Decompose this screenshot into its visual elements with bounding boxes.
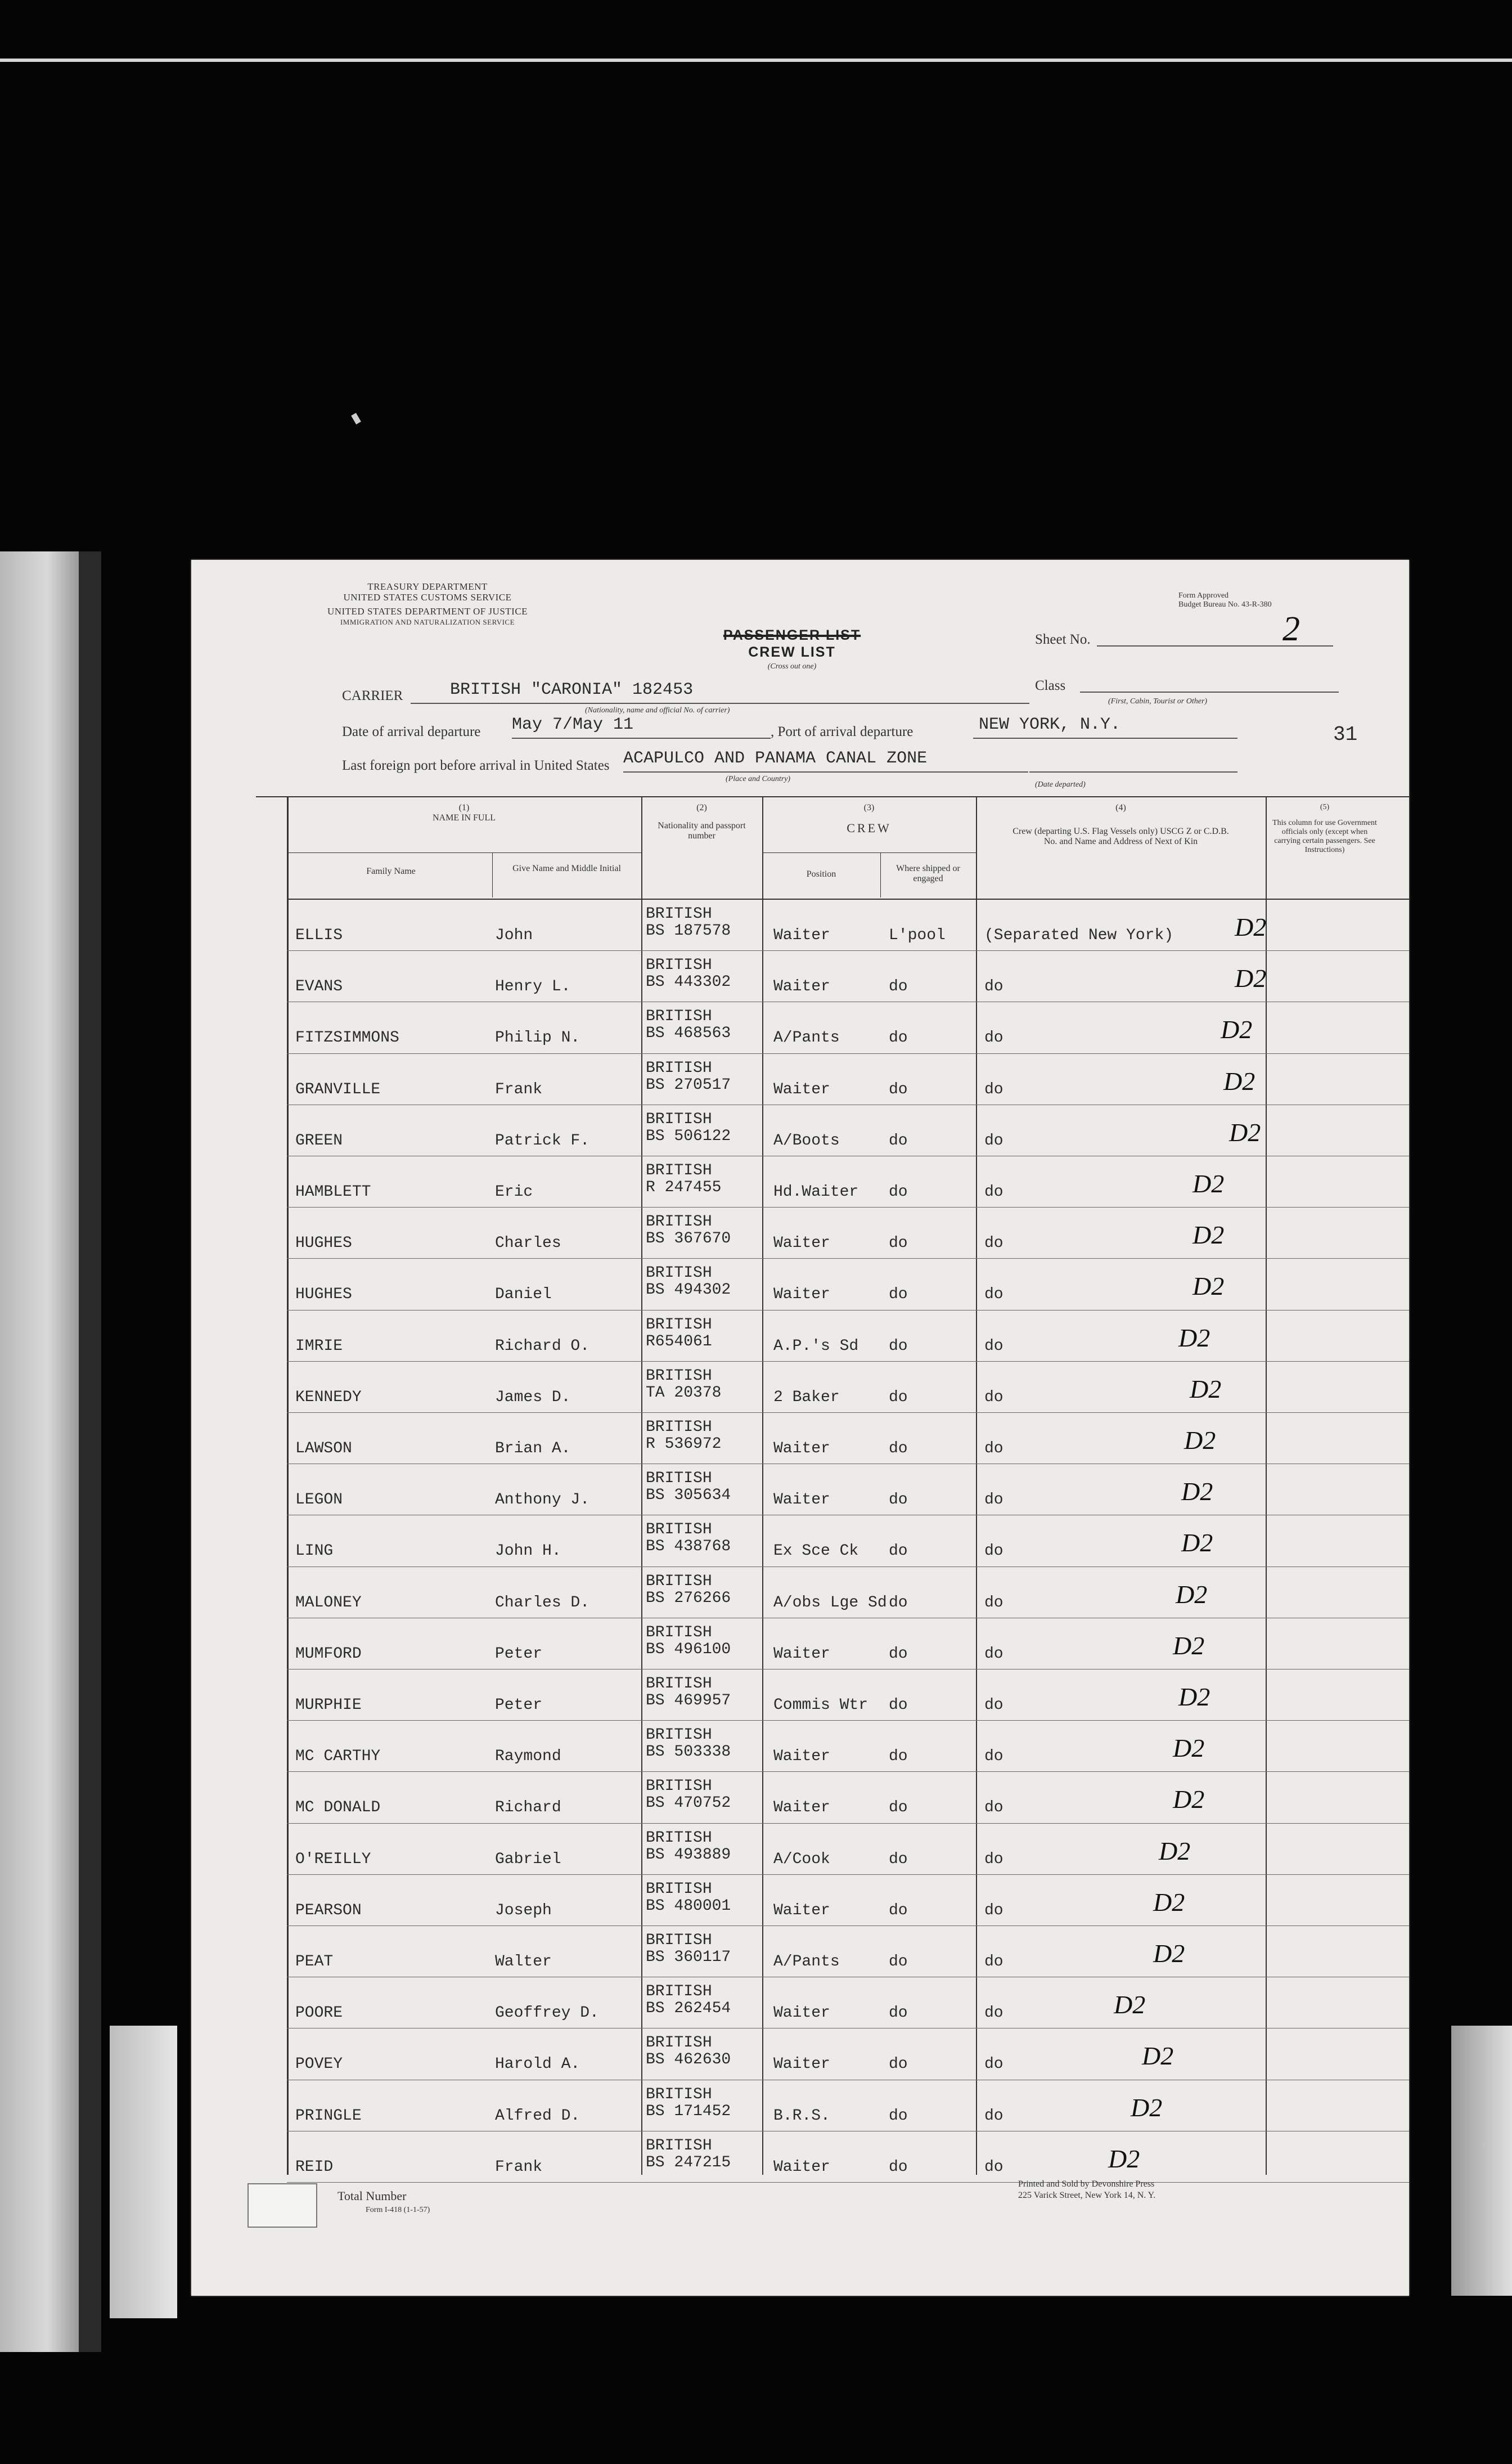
- family-name-cell: LEGON: [295, 1491, 343, 1509]
- given-name-cell: James D.: [495, 1388, 571, 1406]
- position-cell: A/obs Lge Sd: [773, 1594, 887, 1612]
- next-of-kin-cell: do: [984, 1080, 1004, 1098]
- next-of-kin-cell: do: [984, 1388, 1004, 1406]
- nationality-cell: BRITISH: [646, 1162, 712, 1179]
- next-of-kin-cell: do: [984, 1696, 1004, 1714]
- date-label: Date of arrival departure: [342, 724, 481, 739]
- handwritten-mark: D2: [1114, 1990, 1146, 2019]
- passport-cell: BS 493889: [646, 1846, 731, 1864]
- col2-head: [644, 803, 759, 841]
- total-label: Total Number: [338, 2189, 407, 2203]
- passport-cell: BS 506122: [646, 1127, 731, 1145]
- handwritten-mark: D2: [1173, 1785, 1205, 1814]
- given-name-cell: John: [495, 927, 533, 944]
- family-name-cell: LING: [295, 1542, 334, 1560]
- passport-cell: BS 360117: [646, 1949, 731, 1966]
- position-cell: A/Pants: [773, 1029, 840, 1047]
- shipped-cell: do: [889, 2055, 908, 2073]
- position-cell: Waiter: [773, 927, 830, 944]
- given-name-cell: Walter: [495, 1953, 552, 1971]
- nationality-cell: BRITISH: [646, 1623, 712, 1641]
- given-name-cell: Charles D.: [495, 1594, 590, 1612]
- handwritten-mark: D2: [1192, 1220, 1225, 1250]
- next-of-kin-cell: do: [984, 1542, 1004, 1560]
- given-name-cell: Richard O.: [495, 1337, 590, 1355]
- family-name-cell: MURPHIE: [295, 1696, 362, 1714]
- table-row: [191, 1413, 1409, 1464]
- shipped-cell: L'pool: [889, 927, 946, 944]
- given-name-cell: Patrick F.: [495, 1132, 590, 1150]
- position-cell: Commis Wtr: [773, 1696, 868, 1714]
- col-divider: [880, 852, 881, 897]
- col-number: (1): [458, 803, 470, 813]
- next-of-kin-cell: do: [984, 1029, 1004, 1047]
- passport-cell: BS 276266: [646, 1589, 731, 1607]
- col3a-head: Position: [806, 869, 836, 879]
- table-row: [191, 1824, 1409, 1875]
- printer-line: Printed and Sold by Devonshire Press: [1018, 2179, 1155, 2189]
- next-of-kin-cell: do: [984, 1850, 1004, 1868]
- shipped-cell: do: [889, 2158, 908, 2176]
- passport-cell: BS 480001: [646, 1897, 731, 1915]
- passport-cell: R654061: [646, 1332, 712, 1350]
- handwritten-mark: D2: [1173, 1734, 1205, 1763]
- handwritten-mark: D2: [1142, 2041, 1174, 2071]
- shipped-cell: do: [889, 2004, 908, 2022]
- position-cell: Waiter: [773, 2055, 830, 2073]
- next-of-kin-cell: (Separated New York): [984, 927, 1174, 944]
- page-edge-left: [110, 2026, 177, 2318]
- col1b-head: Give Name and Middle Initial: [512, 864, 621, 873]
- col-number: (3): [863, 803, 875, 813]
- next-of-kin-cell: do: [984, 1645, 1004, 1663]
- handwritten-mark: D2: [1153, 1887, 1185, 1917]
- sheet-label: Sheet No.: [1035, 632, 1091, 647]
- given-name-cell: Gabriel: [495, 1850, 561, 1868]
- sheet-number: 2: [1282, 610, 1300, 648]
- given-name-cell: Peter: [495, 1645, 543, 1663]
- given-name-cell: Alfred D.: [495, 2107, 580, 2125]
- date-departed-line: [1029, 770, 1238, 773]
- family-name-cell: EVANS: [295, 978, 343, 996]
- table-row: [191, 1054, 1409, 1105]
- table-row: [191, 1618, 1409, 1669]
- given-name-cell: Eric: [495, 1183, 533, 1201]
- port-line: [973, 737, 1238, 739]
- family-name-cell: POORE: [295, 2004, 343, 2022]
- nationality-cell: BRITISH: [646, 2137, 712, 2155]
- next-of-kin-cell: do: [984, 1235, 1004, 1253]
- col-title: This column for use Government officials only (except when carrying certain passengers. See Instructions): [1272, 819, 1377, 854]
- handwritten-mark: D2: [1221, 1015, 1253, 1044]
- next-of-kin-cell: do: [984, 1748, 1004, 1766]
- page-number: 31: [1333, 723, 1358, 746]
- family-name-cell: REID: [295, 2158, 334, 2176]
- next-of-kin-cell: do: [984, 1799, 1004, 1817]
- family-name-cell: PEARSON: [295, 1901, 362, 1919]
- passport-cell: BS 494302: [646, 1281, 731, 1299]
- position-cell: Waiter: [773, 1440, 830, 1457]
- date-line: [512, 737, 771, 739]
- handwritten-mark: D2: [1223, 1066, 1256, 1096]
- nationality-cell: BRITISH: [646, 1367, 712, 1385]
- shipped-cell: do: [889, 1132, 908, 1150]
- passport-cell: BS 470752: [646, 1794, 731, 1812]
- total-number-box: [248, 2183, 317, 2228]
- col3-head: [765, 803, 973, 833]
- handwritten-mark: D2: [1184, 1426, 1216, 1455]
- handwritten-mark: D2: [1192, 1272, 1225, 1301]
- passport-cell: BS 503338: [646, 1743, 731, 1761]
- position-cell: Ex Sce Ck: [773, 1542, 859, 1560]
- position-cell: A/Pants: [773, 1953, 840, 1971]
- position-cell: Waiter: [773, 1235, 830, 1253]
- next-of-kin-cell: do: [984, 2107, 1004, 2125]
- col4-head: [979, 803, 1263, 847]
- next-of-kin-cell: do: [984, 978, 1004, 996]
- col-title: CREW: [847, 821, 892, 835]
- page-gutter-shadow: [79, 551, 101, 2352]
- table-row: [191, 1772, 1409, 1823]
- col-divider: [492, 852, 493, 897]
- col5-head: [1268, 803, 1381, 855]
- family-name-cell: LAWSON: [295, 1440, 352, 1457]
- table-row: [191, 1567, 1409, 1618]
- shipped-cell: do: [889, 1696, 908, 1714]
- class-label: Class: [1035, 678, 1066, 693]
- col3b-head: Where shipped or engaged: [896, 864, 960, 883]
- table-top-rule: [256, 796, 1409, 797]
- crew-list-form: [191, 560, 1409, 2296]
- col1-head: [290, 803, 638, 823]
- given-name-cell: John H.: [495, 1542, 561, 1560]
- table-row: [191, 1310, 1409, 1362]
- agency-line: TREASURY DEPARTMENT: [367, 581, 488, 592]
- passport-cell: R 247455: [646, 1179, 722, 1196]
- handwritten-mark: D2: [1131, 2093, 1163, 2122]
- nationality-cell: BRITISH: [646, 2085, 712, 2103]
- col1a-head: Family Name: [366, 867, 416, 876]
- passport-cell: BS 462630: [646, 2051, 731, 2069]
- table-row: [191, 900, 1409, 951]
- last-port-value: ACAPULCO AND PANAMA CANAL ZONE: [623, 749, 928, 768]
- passport-cell: TA 20378: [646, 1384, 722, 1402]
- given-name-cell: Raymond: [495, 1748, 561, 1766]
- col-title: Nationality and passport number: [658, 821, 746, 841]
- shipped-cell: do: [889, 1799, 908, 1817]
- nationality-cell: BRITISH: [646, 1572, 712, 1590]
- passport-cell: BS 367670: [646, 1230, 731, 1248]
- crossed-passenger-list: PASSENGER LIST: [723, 627, 861, 643]
- passport-cell: BS 469957: [646, 1692, 731, 1709]
- header-subrule: [287, 852, 641, 853]
- nationality-cell: BRITISH: [646, 1726, 712, 1744]
- agency-line: IMMIGRATION AND NATURALIZATION SERVICE: [340, 618, 515, 626]
- table-row: [191, 1156, 1409, 1208]
- table-row: [191, 951, 1409, 1002]
- nationality-cell: BRITISH: [646, 905, 712, 923]
- date-value: May 7/May 11: [512, 715, 634, 734]
- shipped-cell: do: [889, 1748, 908, 1766]
- nationality-cell: BRITISH: [646, 2034, 712, 2052]
- table-row: [191, 1875, 1409, 1926]
- family-name-cell: MALONEY: [295, 1594, 362, 1612]
- handwritten-mark: D2: [1176, 1579, 1208, 1609]
- adjacent-page-left: [0, 551, 79, 2352]
- position-cell: Waiter: [773, 1901, 830, 1919]
- given-name-cell: Peter: [495, 1696, 543, 1714]
- shipped-cell: do: [889, 1183, 908, 1201]
- table-row: [191, 1926, 1409, 1977]
- handwritten-mark: D2: [1235, 913, 1267, 941]
- given-name-cell: Philip N.: [495, 1029, 580, 1047]
- shipped-cell: do: [889, 1029, 908, 1047]
- handwritten-mark: D2: [1173, 1631, 1205, 1660]
- family-name-cell: KENNEDY: [295, 1388, 362, 1406]
- form-number: Form I-418 (1-1-57): [366, 2206, 430, 2214]
- next-of-kin-cell: do: [984, 1440, 1004, 1457]
- family-name-cell: POVEY: [295, 2055, 343, 2073]
- family-name-cell: IMRIE: [295, 1337, 343, 1355]
- carrier-value: BRITISH "CARONIA" 182453: [450, 680, 694, 699]
- position-cell: Waiter: [773, 2004, 830, 2022]
- class-line: [1080, 690, 1339, 693]
- next-of-kin-cell: do: [984, 2055, 1004, 2073]
- nationality-cell: BRITISH: [646, 1008, 712, 1026]
- given-name-cell: Brian A.: [495, 1440, 571, 1457]
- given-name-cell: Henry L.: [495, 978, 571, 996]
- family-name-cell: O'REILLY: [295, 1850, 371, 1868]
- class-hint: (First, Cabin, Tourist or Other): [1108, 697, 1208, 706]
- table-row: [191, 2080, 1409, 2131]
- passport-cell: BS 438768: [646, 1538, 731, 1556]
- position-cell: Waiter: [773, 1645, 830, 1663]
- carrier-line: [411, 702, 1029, 704]
- given-name-cell: Frank: [495, 1080, 543, 1098]
- next-of-kin-cell: do: [984, 1286, 1004, 1304]
- passport-cell: BS 270517: [646, 1076, 731, 1094]
- handwritten-mark: D2: [1181, 1528, 1213, 1558]
- passport-cell: BS 187578: [646, 922, 731, 940]
- table-row: [191, 1721, 1409, 1772]
- family-name-cell: ELLIS: [295, 927, 343, 944]
- shipped-cell: do: [889, 1388, 908, 1406]
- family-name-cell: MC CARTHY: [295, 1748, 381, 1766]
- last-port-line: [623, 770, 1028, 773]
- header-subrule: [762, 852, 976, 853]
- table-row: [191, 1208, 1409, 1259]
- given-name-cell: Daniel: [495, 1286, 552, 1304]
- table-row: [191, 2131, 1409, 2183]
- given-name-cell: Joseph: [495, 1901, 552, 1919]
- shipped-cell: do: [889, 1850, 908, 1868]
- table-row: [191, 1977, 1409, 2028]
- agency-line: UNITED STATES CUSTOMS SERVICE: [343, 592, 512, 603]
- cross-out-hint: (Cross out one): [767, 662, 817, 671]
- table-row: [191, 1464, 1409, 1515]
- col-number: (2): [696, 803, 707, 813]
- given-name-cell: Anthony J.: [495, 1491, 590, 1509]
- handwritten-mark: D2: [1108, 2144, 1140, 2173]
- shipped-cell: do: [889, 1491, 908, 1509]
- shipped-cell: do: [889, 1235, 908, 1253]
- passport-cell: BS 262454: [646, 2000, 731, 2018]
- position-cell: Waiter: [773, 978, 830, 996]
- position-cell: B.R.S.: [773, 2107, 830, 2125]
- family-name-cell: MUMFORD: [295, 1645, 362, 1663]
- next-of-kin-cell: do: [984, 1491, 1004, 1509]
- nationality-cell: BRITISH: [646, 1213, 712, 1231]
- given-name-cell: Geoffrey D.: [495, 2004, 599, 2022]
- position-cell: Waiter: [773, 1491, 830, 1509]
- position-cell: A.P.'s Sd: [773, 1337, 859, 1355]
- handwritten-mark: D2: [1190, 1374, 1222, 1403]
- film-speck: [351, 413, 361, 425]
- table-row: [191, 2028, 1409, 2080]
- handwritten-mark: D2: [1181, 1477, 1213, 1506]
- position-cell: A/Boots: [773, 1132, 840, 1150]
- nationality-cell: BRITISH: [646, 1264, 712, 1282]
- passport-cell: BS 305634: [646, 1487, 731, 1505]
- shipped-cell: do: [889, 1080, 908, 1098]
- position-cell: Hd.Waiter: [773, 1183, 859, 1201]
- given-name-cell: Richard: [495, 1799, 561, 1817]
- handwritten-mark: D2: [1192, 1169, 1225, 1198]
- given-name-cell: Charles: [495, 1235, 561, 1253]
- port-value: NEW YORK, N.Y.: [979, 715, 1121, 734]
- nationality-cell: BRITISH: [646, 1316, 712, 1334]
- shipped-cell: do: [889, 978, 908, 996]
- handwritten-mark: D2: [1153, 1939, 1185, 1968]
- shipped-cell: do: [889, 1645, 908, 1663]
- form-title: CREW LIST: [748, 644, 836, 660]
- passport-cell: BS 171452: [646, 2102, 731, 2120]
- table-row: [191, 1259, 1409, 1310]
- handwritten-mark: D2: [1178, 1323, 1210, 1352]
- nationality-cell: BRITISH: [646, 1983, 712, 2001]
- nationality-cell: BRITISH: [646, 1880, 712, 1898]
- nationality-cell: BRITISH: [646, 1110, 712, 1128]
- row-rule: [287, 2182, 1409, 2183]
- date-departed-hint: (Date departed): [1035, 780, 1086, 789]
- col-number: (5): [1320, 803, 1330, 811]
- shipped-cell: do: [889, 2107, 908, 2125]
- position-cell: Waiter: [773, 2158, 830, 2176]
- col-title: NAME IN FULL: [433, 813, 496, 823]
- next-of-kin-cell: do: [984, 1337, 1004, 1355]
- position-cell: A/Cook: [773, 1850, 830, 1868]
- family-name-cell: FITZSIMMONS: [295, 1029, 399, 1047]
- family-name-cell: HUGHES: [295, 1286, 352, 1304]
- table-row: [191, 1002, 1409, 1053]
- family-name-cell: GRANVILLE: [295, 1080, 381, 1098]
- next-of-kin-cell: do: [984, 1132, 1004, 1150]
- next-of-kin-cell: do: [984, 2158, 1004, 2176]
- carrier-label: CARRIER: [342, 688, 403, 703]
- agency-line: UNITED STATES DEPARTMENT OF JUSTICE: [327, 606, 528, 617]
- family-name-cell: HAMBLETT: [295, 1183, 371, 1201]
- nationality-cell: BRITISH: [646, 1521, 712, 1539]
- next-of-kin-cell: do: [984, 1594, 1004, 1612]
- nationality-cell: BRITISH: [646, 1932, 712, 1949]
- handwritten-mark: D2: [1229, 1117, 1261, 1147]
- nationality-cell: BRITISH: [646, 1829, 712, 1847]
- passport-cell: BS 496100: [646, 1640, 731, 1658]
- family-name-cell: GREEN: [295, 1132, 343, 1150]
- shipped-cell: do: [889, 1542, 908, 1560]
- carrier-hint: (Nationality, name and official No. of carrier): [585, 706, 730, 715]
- next-of-kin-cell: do: [984, 2004, 1004, 2022]
- shipped-cell: do: [889, 1286, 908, 1304]
- form-approved: Form Approved: [1178, 591, 1229, 600]
- position-cell: 2 Baker: [773, 1388, 840, 1406]
- table-row: [191, 1362, 1409, 1413]
- given-name-cell: Frank: [495, 2158, 543, 2176]
- nationality-cell: BRITISH: [646, 957, 712, 975]
- table-row: [191, 1669, 1409, 1721]
- next-of-kin-cell: do: [984, 1953, 1004, 1971]
- family-name-cell: HUGHES: [295, 1235, 352, 1253]
- handwritten-mark: D2: [1178, 1682, 1210, 1711]
- next-of-kin-cell: do: [984, 1901, 1004, 1919]
- handwritten-mark: D2: [1159, 1836, 1191, 1865]
- film-edge-line: [0, 59, 1512, 62]
- passport-cell: BS 247215: [646, 2153, 731, 2171]
- shipped-cell: do: [889, 1901, 908, 1919]
- table-row: [191, 1515, 1409, 1567]
- position-cell: Waiter: [773, 1286, 830, 1304]
- last-port-label: Last foreign port before arrival in United States: [342, 758, 610, 773]
- adjacent-page-right: [1451, 2026, 1512, 2296]
- place-hint: (Place and Country): [726, 775, 791, 783]
- family-name-cell: PEAT: [295, 1953, 334, 1971]
- port-label: , Port of arrival departure: [771, 724, 914, 739]
- agency-block: [321, 581, 534, 627]
- handwritten-mark: D2: [1235, 964, 1267, 993]
- nationality-cell: BRITISH: [646, 1778, 712, 1796]
- nationality-cell: BRITISH: [646, 1059, 712, 1077]
- printer-line: 225 Varick Street, New York 14, N. Y.: [1018, 2191, 1156, 2200]
- family-name-cell: PRINGLE: [295, 2107, 362, 2125]
- shipped-cell: do: [889, 1953, 908, 1971]
- shipped-cell: do: [889, 1440, 908, 1457]
- position-cell: Waiter: [773, 1748, 830, 1766]
- nationality-cell: BRITISH: [646, 1419, 712, 1436]
- col-number: (4): [1115, 803, 1126, 813]
- next-of-kin-cell: do: [984, 1183, 1004, 1201]
- passport-cell: BS 468563: [646, 1025, 731, 1043]
- passport-cell: BS 443302: [646, 973, 731, 991]
- nationality-cell: BRITISH: [646, 1675, 712, 1693]
- family-name-cell: MC DONALD: [295, 1799, 381, 1817]
- position-cell: Waiter: [773, 1080, 830, 1098]
- given-name-cell: Harold A.: [495, 2055, 580, 2073]
- budget-bureau: Budget Bureau No. 43-R-380: [1178, 600, 1272, 609]
- table-row: [191, 1105, 1409, 1156]
- nationality-cell: BRITISH: [646, 1470, 712, 1488]
- col-title: Crew (departing U.S. Flag Vessels only) USCG Z or C.D.B. No. and Name and Address of Next of Kin: [1012, 827, 1229, 846]
- position-cell: Waiter: [773, 1799, 830, 1817]
- shipped-cell: do: [889, 1337, 908, 1355]
- shipped-cell: do: [889, 1594, 908, 1612]
- passport-cell: R 536972: [646, 1435, 722, 1453]
